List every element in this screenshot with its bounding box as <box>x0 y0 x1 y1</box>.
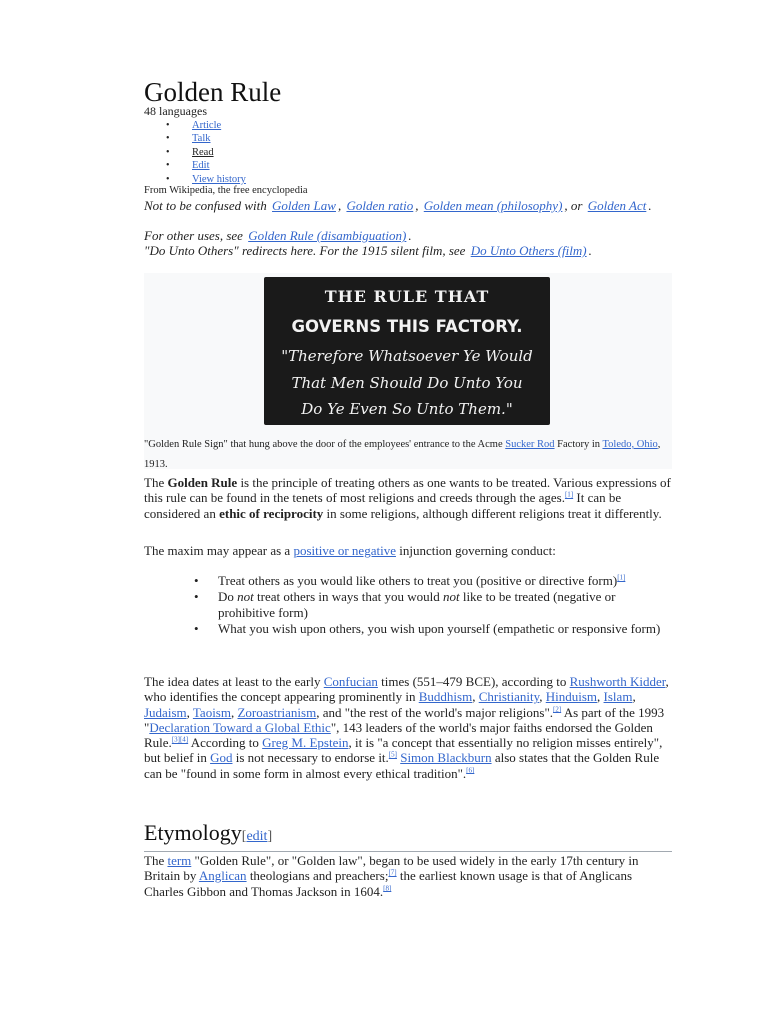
text: Treat others as you would like others to treat you (positive or directive form) <box>218 573 618 588</box>
etymology-paragraph <box>144 853 672 899</box>
sucker-rod-link[interactable]: Sucker Rod <box>505 439 555 450</box>
text: also states that the Golden Rule can be "found in some form in almost every ethical tradition". <box>144 750 660 781</box>
text: is the principle of treating others as one wants to be treated. Various expressions of this rule can be found in the tenets of most religions and creeds through the ages. <box>144 475 671 506</box>
tab-edit-link[interactable]: Edit <box>192 160 210 172</box>
emphasis: not <box>237 589 254 605</box>
text: The <box>144 853 165 868</box>
sign-line: GOVERNS THIS FACTORY. <box>291 317 523 336</box>
bracket: ] <box>267 829 273 844</box>
reference-link[interactable]: [8] <box>383 884 392 893</box>
rushworth-kidder-link[interactable]: Rushworth Kidder <box>569 674 666 689</box>
tab-view-history-link[interactable]: View history <box>192 173 246 185</box>
tab-article[interactable] <box>166 119 246 132</box>
god-link[interactable]: God <box>210 750 233 766</box>
tab-edit[interactable] <box>166 159 246 172</box>
intro-paragraph <box>144 475 672 521</box>
tab-article-link[interactable]: Article <box>192 120 222 131</box>
section-heading-etymology <box>144 820 672 852</box>
golden-mean-link[interactable]: Golden mean (philosophy) <box>423 198 563 213</box>
figure <box>144 273 672 469</box>
edit-section <box>242 829 272 844</box>
text: The idea dates at least to the early <box>144 674 321 689</box>
sign-line: Do Ye Even So Unto Them." <box>301 400 513 418</box>
tab-talk[interactable] <box>166 132 246 145</box>
text: It can be considered an <box>144 490 622 521</box>
disambiguation-link[interactable]: Golden Rule (disambiguation) <box>248 228 407 243</box>
text: As part of the 1993 " <box>144 704 665 735</box>
text: ", 143 leaders of the world's major faiths endorsed the Golden Rule. <box>144 719 653 751</box>
list-item <box>194 621 674 636</box>
hatnote-text: or <box>570 198 583 213</box>
text: Do <box>218 589 234 605</box>
reference-link[interactable]: [1] <box>617 573 626 582</box>
anglican-link[interactable]: Anglican <box>198 868 247 884</box>
text: theologians and preachers; <box>249 868 389 884</box>
forms-list <box>194 573 674 637</box>
emphasis: not <box>442 589 460 605</box>
zoroastrianism-link[interactable]: Zoroastrianism <box>237 704 317 720</box>
hatnote-confused: Not to be confused with Golden Law , Golden ratio , Golden mean (philosophy) , or Golden Act . <box>144 198 652 213</box>
text: treat others in ways that you would <box>257 589 440 605</box>
bold-term: ethic of reciprocity <box>219 505 324 521</box>
page-tabs <box>166 119 246 186</box>
site-subtitle: From Wikipedia, the free encyclopedia <box>144 185 308 196</box>
text: like to be treated (negative or prohibitive form) <box>218 589 616 620</box>
text: , who identifies the concept appearing prominently in <box>144 674 669 705</box>
text: is not necessary to endorse it. <box>235 750 389 766</box>
list-item <box>194 573 674 588</box>
reference-link[interactable]: [3][4] <box>171 735 189 744</box>
film-link[interactable]: Do Unto Others (film) <box>470 243 587 258</box>
sign-line: That Men Should Do Unto You <box>291 374 523 392</box>
tab-read[interactable] <box>166 146 246 159</box>
caption-text: , 1913. <box>144 439 661 470</box>
heading-text: Etymology <box>144 820 242 845</box>
text: The maxim may appear as a <box>144 543 291 558</box>
hinduism-link[interactable]: Hinduism <box>545 689 598 705</box>
page-title: Golden Rule <box>144 77 282 107</box>
history-paragraph: The idea dates at least to the early Confucian times (551–479 BCE), according to Rushworth Kidder, who identifies the concept appearing prominently in Buddhism, Christianity, Hinduism, Islam, Judaism, Taoism, Zoroastrianism, and "the rest of the world's major religions".[2] As part of the 1993 "Declaration Toward a Global Ethic", 143 leaders of the world's major faiths endorsed the Golden Rule.[3][4] According to Greg M. Epstein, it is "a concept that essentially no religion misses entirely", but belief in God is not necessary to endorse it.[5] Simon Blackburn also states that the Golden Rule can be "found in some form in almost every ethical tradition".[6] <box>144 674 669 781</box>
golden-rule-sign-image[interactable] <box>264 277 550 425</box>
text: the earliest known usage is that of Anglicans Charles Gibbon and Thomas Jackson in 1604. <box>144 868 632 899</box>
text: in some religions, although different religions treat it differently. <box>326 505 662 521</box>
text: injunction governing conduct: <box>399 543 556 558</box>
text: times (551–479 BCE), according to <box>381 674 567 689</box>
tab-read-label[interactable]: Read <box>192 146 214 158</box>
maxim-paragraph <box>144 543 672 558</box>
golden-ratio-link[interactable]: Golden ratio <box>346 198 414 213</box>
declaration-link[interactable]: Declaration Toward a Global Ethic <box>149 719 331 735</box>
simon-blackburn-link[interactable]: Simon Blackburn <box>400 750 492 766</box>
reference-link[interactable]: [1] <box>564 490 574 499</box>
hatnote-text: For other uses, see <box>144 228 243 243</box>
taoism-link[interactable]: Taoism <box>192 704 231 720</box>
reference-link[interactable]: [5] <box>388 751 397 760</box>
hatnote-other-uses: For other uses, see Golden Rule (disambiguation) . <box>144 228 412 243</box>
reference-link[interactable]: [7] <box>388 868 397 877</box>
golden-act-link[interactable]: Golden Act <box>587 198 647 213</box>
edit-section-link[interactable]: edit <box>246 829 268 844</box>
reference-link[interactable]: [6] <box>466 766 475 775</box>
golden-law-link[interactable]: Golden Law <box>272 198 336 213</box>
sign-line: "Therefore Whatsoever Ye Would <box>281 347 533 365</box>
tab-talk-link[interactable]: Talk <box>192 133 211 145</box>
sign-line: THE RULE THAT <box>324 287 490 306</box>
term-link[interactable]: term <box>167 853 192 868</box>
caption-text: Factory in <box>557 439 601 450</box>
toledo-ohio-link[interactable]: Toledo, Ohio <box>602 439 658 450</box>
bold-term: Golden Rule <box>167 475 238 490</box>
text: The <box>144 475 165 490</box>
hatnote-text: "Do Unto Others" redirects here. For the 1915 silent film, see <box>144 243 466 258</box>
christianity-link[interactable]: Christianity <box>478 689 540 705</box>
bracket: [ <box>241 829 247 844</box>
islam-link[interactable]: Islam <box>603 689 633 705</box>
greg-epstein-link[interactable]: Greg M. Epstein <box>262 735 349 751</box>
hatnote-text: Not to be confused with <box>144 198 267 213</box>
list-item <box>194 589 674 620</box>
confucian-link[interactable]: Confucian <box>323 674 378 689</box>
text: What you wish upon others, you wish upon yourself (empathetic or responsive form) <box>218 620 661 636</box>
text: , and "the rest of the world's major religions". <box>316 704 553 720</box>
hatnote-redirect: "Do Unto Others" redirects here. For the 1915 silent film, see Do Unto Others (film) . <box>144 243 592 258</box>
buddhism-link[interactable]: Buddhism <box>418 689 473 705</box>
language-count[interactable]: 48 languages <box>144 104 207 118</box>
figure-caption <box>144 435 664 475</box>
caption-text: "Golden Rule Sign" that hung above the door of the employees' entrance to the Acme <box>144 439 503 450</box>
text: "Golden Rule", or "Golden law", began to be used widely in the early 17th century in Britain by <box>144 853 639 884</box>
text: , it is "a concept that essentially no religion misses entirely", but belief in <box>144 735 663 766</box>
positive-or-negative-link[interactable]: positive or negative <box>293 543 396 558</box>
text: According to <box>190 735 259 751</box>
judaism-link[interactable]: Judaism <box>144 704 187 720</box>
reference-link[interactable]: [2] <box>553 705 562 714</box>
